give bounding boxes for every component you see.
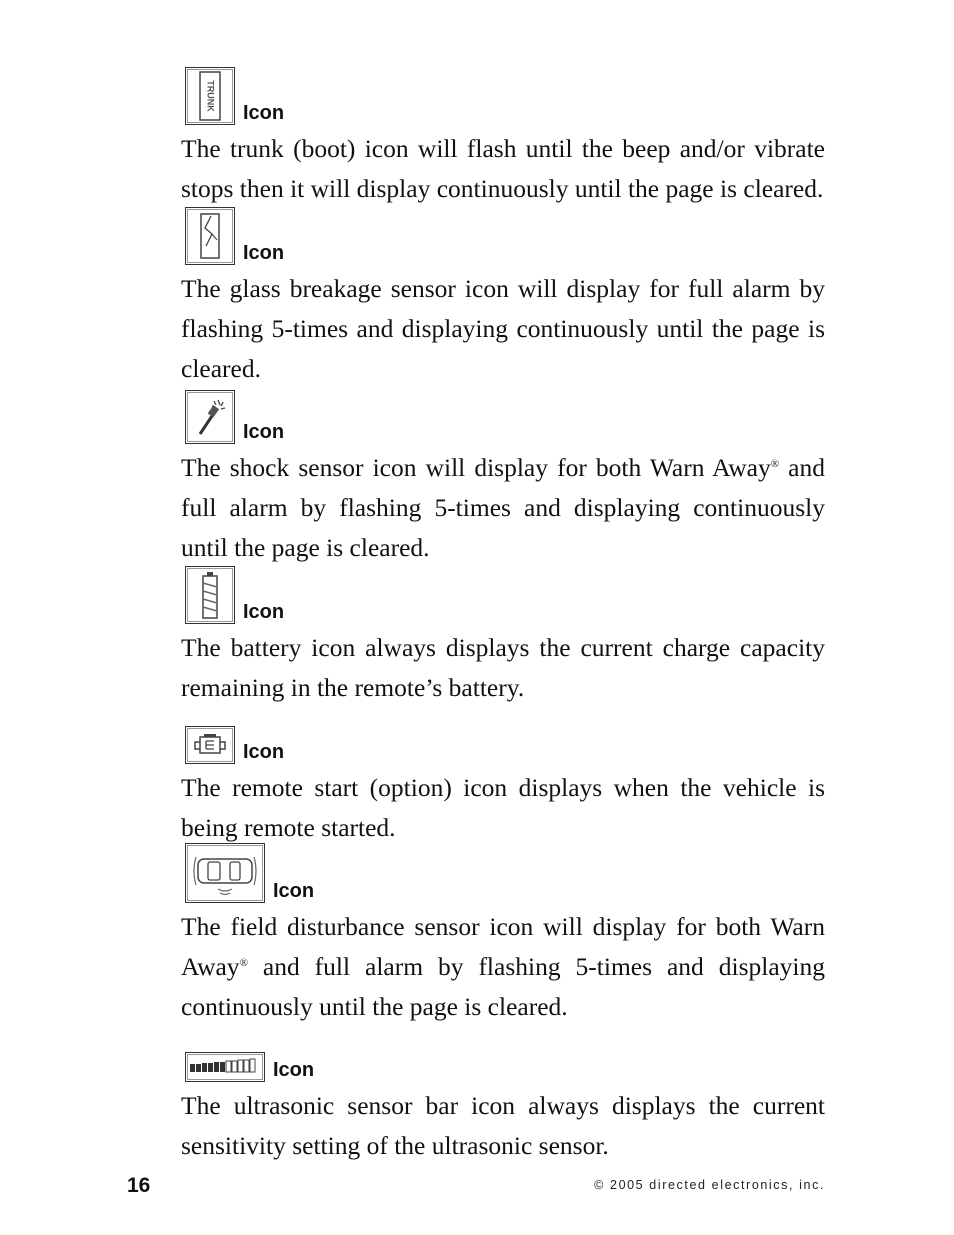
- trunk-icon: [185, 67, 235, 125]
- icon-label: Icon: [273, 1059, 315, 1081]
- icon-label: Icon: [273, 880, 315, 902]
- description-text: The remote start (option) icon displays when the vehicle is being remote started.: [181, 773, 825, 842]
- description-text: The battery icon always displays the current charge capacity remaining in the remote’s battery.: [181, 633, 825, 702]
- svg-text:TRUNK: TRUNK: [205, 80, 216, 112]
- page-number: 16: [127, 1174, 151, 1197]
- ultrasonic-sensor-bar-icon: [185, 1052, 265, 1082]
- copyright-notice: © 2005 directed electronics, inc.: [594, 1178, 825, 1192]
- glass-breakage-icon: [185, 207, 235, 265]
- entry-shock-sensor: [181, 384, 825, 568]
- engine-icon: [185, 726, 235, 764]
- description-text: The shock sensor icon will display for both Warn Away® and full alarm by flashing 5-times and displaying continuously until the page is cleared.: [181, 453, 825, 562]
- icon-row: [181, 65, 825, 125]
- icon-label: Icon: [243, 601, 285, 623]
- entry-ultrasonic-sensor: [181, 1022, 825, 1166]
- entry-trunk: [181, 65, 825, 209]
- battery-icon: [185, 566, 235, 624]
- entry-glass-breakage: [181, 205, 825, 389]
- icon-label: Icon: [243, 102, 285, 124]
- entry-battery: [181, 564, 825, 708]
- entry-field-disturbance: [181, 843, 825, 1027]
- description-text: The trunk (boot) icon will flash until the beep and/or vibrate stops then it will display continuously until the page is cleared.: [181, 134, 825, 203]
- shock-sensor-icon: [185, 390, 235, 444]
- entry-remote-start: [181, 704, 825, 848]
- icon-label: Icon: [243, 242, 285, 264]
- description-text: The glass breakage sensor icon will display for full alarm by flashing 5-times and displaying continuously until the page is cleared.: [181, 274, 825, 383]
- field-disturbance-car-icon: [185, 843, 265, 903]
- description-text: The ultrasonic sensor bar icon always displays the current sensitivity setting of the ultrasonic sensor.: [181, 1091, 825, 1160]
- description-text: The field disturbance sensor icon will display for both Warn Away® and full alarm by flashing 5-times and displaying continuously until the page is cleared.: [181, 912, 825, 1021]
- icon-label: Icon: [243, 421, 285, 443]
- registered-mark: ®: [239, 957, 248, 969]
- registered-mark: ®: [770, 458, 780, 470]
- icon-label: Icon: [243, 741, 285, 763]
